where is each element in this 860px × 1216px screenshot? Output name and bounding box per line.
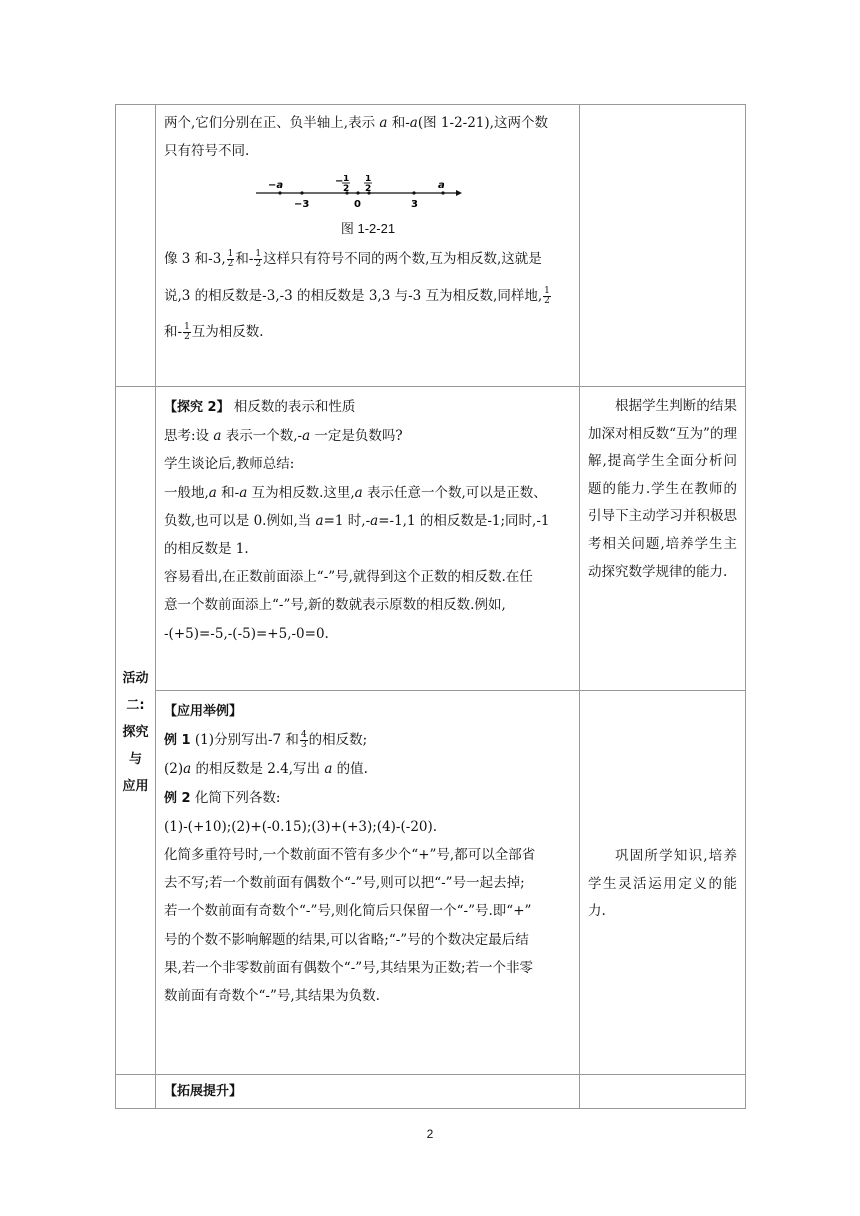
section-title: 【拓展提升】	[164, 1084, 243, 1099]
side-cell-empty	[580, 1075, 746, 1109]
frac-neg-den: 2	[343, 184, 350, 195]
text-line: 例 2 化简下列各数:	[164, 789, 281, 806]
content-cell	[156, 691, 580, 1075]
point-neg-a	[278, 192, 281, 195]
text-line: 学生谈论后,教师总结:	[164, 456, 295, 473]
table-row	[116, 1075, 746, 1109]
text-line: 果,若一个非零数前面有偶数个“-”号,其结果为正数;若一个非零	[164, 959, 533, 976]
content-cell	[156, 387, 580, 691]
text-line: 容易看出,在正数前面添上“-”号,就得到这个正数的相反数.在任	[164, 569, 533, 586]
text-line: 和- $\frac{1}{2}$ 互为相反数.	[164, 321, 264, 342]
text-line: (1)-(+10);(2)+(-0.15);(3)+(+3);(4)-(-20).	[164, 818, 438, 835]
activity-label-line: 活动	[122, 671, 149, 686]
text-line: 号的个数不影响解题的结果,可以省略;“-”号的个数决定最后结	[164, 931, 529, 948]
frac-neg-sign: −	[335, 176, 344, 188]
activity-label-line: 与	[128, 752, 142, 767]
frac-neg-num: 1	[343, 175, 350, 185]
number-line-figure	[256, 175, 466, 211]
text-line: 的相反数是 1.	[164, 541, 249, 558]
section-title: 【探究 2】 相反数的表示和性质	[164, 399, 356, 415]
side-note: 巩固所学知识,培养学生灵活运用定义的能力.	[588, 848, 737, 920]
text-line: 只有符号不同.	[164, 143, 250, 160]
point-3	[412, 192, 415, 195]
activity-label-cell	[116, 387, 156, 1075]
text-line: 意一个数前面添上“-”号,新的数就表示原数的相反数.例如,	[164, 597, 506, 614]
text-line: 说,3 的相反数是-3,-3 的相反数是 3,3 与-3 互为相反数,同样地, $\frac{1}{2}$	[164, 285, 550, 306]
text-line: 两个,它们分别在正、负半轴上,表示 a 和-a(图 1-2-21),这两个数	[164, 115, 548, 131]
axis-arrow	[456, 190, 462, 196]
point-0	[356, 192, 359, 195]
label-cell-empty	[116, 105, 156, 387]
text-line: (2)a 的相反数是 2.4,写出 a 的值.	[164, 761, 368, 778]
side-cell-empty	[580, 105, 746, 387]
activity-label-line: 二:	[126, 698, 145, 713]
activity-label-line: 探究	[122, 725, 149, 740]
text-line: 数前面有奇数个“-”号,其结果为负数.	[164, 988, 380, 1005]
text-line: 化简多重符号时,一个数前面不管有多少个“+”号,都可以全部省	[164, 847, 536, 864]
side-cell	[580, 387, 746, 691]
page-number: 2	[426, 1127, 434, 1141]
text-line: 思考:设 a 表示一个数,-a 一定是负数吗?	[164, 428, 403, 445]
text-line: 像 3 和-3, $\frac{1}{2}$ 和- $\frac{1}{2}$ 这样只有符号不同的两个数,互为相反数,这就是	[164, 249, 542, 270]
text-line: 去不写;若一个数前面有偶数个“-”号,则可以把“-”号一起去掉;	[164, 875, 525, 892]
table-row	[116, 387, 746, 691]
table-row	[116, 105, 746, 387]
activity-label-line: 应用	[122, 779, 149, 794]
label-a: a	[438, 180, 445, 192]
text-line: 一般地,a 和-a 互为相反数.这里,a 表示任意一个数,可以是正数、	[164, 484, 547, 501]
content-cell	[156, 105, 580, 387]
section-title: 【应用举例】	[164, 704, 243, 719]
text-line: 若一个数前面有奇数个“-”号,则化简后只保留一个“-”号.即“+”	[164, 903, 532, 920]
figure-caption: 图 1-2-21	[340, 221, 396, 237]
label-neg-a: −a	[268, 180, 284, 192]
point-a	[441, 192, 444, 195]
table-row	[116, 691, 746, 1075]
tick-3: 3	[411, 199, 418, 211]
point-neg3	[300, 192, 303, 195]
text-line: 例 1 (1)分别写出-7 和 $\frac{4}{3}$ 的相反数;	[164, 730, 368, 751]
side-note: 根据学生判断的结果加深对相反数“互为”的理解,提高学生全面分析问题的能力.学生在教师的引导下主动学习并积极思考相关问题,培养学生主动探究数学规律的能力.	[588, 398, 737, 580]
text-line: 负数,也可以是 0.例如,当 a=1 时,-a=-1,1 的相反数是-1;同时,-1	[164, 512, 550, 529]
frac-pos-den: 2	[365, 184, 372, 195]
label-cell-empty	[116, 1075, 156, 1109]
lesson-table	[115, 104, 745, 1109]
tick-0: 0	[354, 199, 361, 211]
content-cell	[156, 1075, 580, 1109]
tick-neg3: −3	[294, 199, 310, 211]
side-cell	[580, 691, 746, 1075]
frac-pos-num: 1	[365, 175, 372, 185]
text-line: -(+5)=-5,-(-5)=+5,-0=0.	[164, 625, 329, 642]
